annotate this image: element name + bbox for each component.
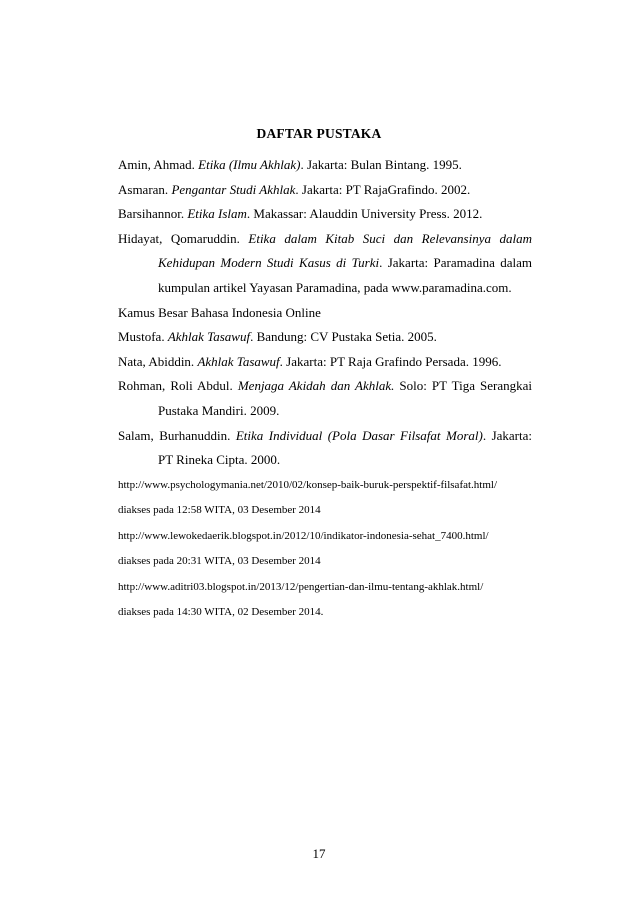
page-title: DAFTAR PUSTAKA: [256, 126, 382, 141]
reference-entry: [118, 227, 532, 301]
reference-publisher: . Jakarta: PT Raja Grafindo Persada. 1996.: [279, 353, 502, 369]
reference-publisher: . Jakarta: PT RajaGrafindo. 2002.: [295, 181, 471, 197]
reference-text: Hidayat, Qomaruddin.: [118, 230, 249, 246]
reference-title: Pengantar Studi Akhlak: [171, 181, 296, 197]
access-date: diakses pada 20:31 WITA, 03 Desember 2014: [118, 555, 321, 568]
reference-text: Amin, Ahmad.: [118, 157, 199, 172]
reference-entry: [118, 374, 532, 423]
reference-title: Etika dalam Kitab Suci dan Relevansinya dalam Kehidupan Modern Studi Kasus di Turki: [158, 230, 532, 271]
reference-title: Menjaga Akidah dan Akhlak.: [237, 378, 395, 394]
reference-title: Akhlak Tasawuf: [197, 353, 280, 369]
reference-entry: [118, 301, 532, 326]
reference-url[interactable]: http://www.lewokedaerik.blogspot.in/2012/10/indikator-indonesia-sehat_7400.html/: [118, 529, 489, 542]
reference-entry: [118, 350, 532, 375]
access-date: diakses pada 12:58 WITA, 03 Desember 2014: [118, 504, 321, 517]
reference-publisher: . Jakarta: Paramadina dalam kumpulan artikel Yayasan Paramadina, pada www.paramadina.com.: [158, 255, 532, 295]
reference-list: [118, 153, 532, 626]
page-number: 17: [312, 846, 326, 861]
reference-text: Mustofa.: [118, 329, 168, 345]
reference-publisher: Solo: PT Tiga Serangkai Pustaka Mandiri. 2009.: [158, 378, 532, 418]
access-date: diakses pada 14:30 WITA, 02 Desember 2014.: [118, 606, 324, 619]
reference-url[interactable]: http://www.psychologymania.net/2010/02/konsep-baik-buruk-perspektif-filsafat.html/: [118, 478, 498, 491]
reference-entry: [118, 178, 532, 203]
reference-text: Nata, Abiddin.: [118, 353, 198, 369]
reference-entry: [118, 325, 532, 350]
reference-text: Barsihannor.: [118, 206, 188, 222]
reference-entry: [118, 202, 532, 227]
reference-entry: [118, 153, 532, 178]
reference-text: Rohman, Roli Abdul.: [118, 378, 238, 394]
reference-url[interactable]: http://www.aditri03.blogspot.in/2013/12/pengertian-dan-ilmu-tentang-akhlak.html/: [118, 580, 484, 593]
reference-publisher: . Bandung: CV Pustaka Setia. 2005.: [250, 329, 437, 345]
reference-publisher: . Makassar: Alauddin University Press. 2012.: [246, 206, 483, 222]
reference-title: Akhlak Tasawuf: [167, 329, 251, 345]
web-reference-entry: [118, 473, 532, 524]
reference-entry: [118, 424, 532, 473]
reference-title: Etika (Ilmu Akhlak): [198, 157, 301, 172]
reference-publisher: . Jakarta: Bulan Bintang. 1995.: [300, 157, 462, 172]
web-reference-entry: [118, 524, 532, 575]
reference-title: Etika Individual (Pola Dasar Filsafat Moral): [235, 427, 483, 443]
reference-publisher: . Jakarta: PT Rineka Cipta. 2000.: [158, 427, 532, 468]
web-reference-entry: [118, 575, 532, 626]
reference-text: Kamus Besar Bahasa Indonesia Online: [118, 304, 321, 320]
reference-title: Etika Islam: [187, 206, 247, 222]
reference-text: Salam, Burhanuddin.: [118, 427, 236, 443]
reference-text: Asmaran.: [118, 181, 172, 197]
